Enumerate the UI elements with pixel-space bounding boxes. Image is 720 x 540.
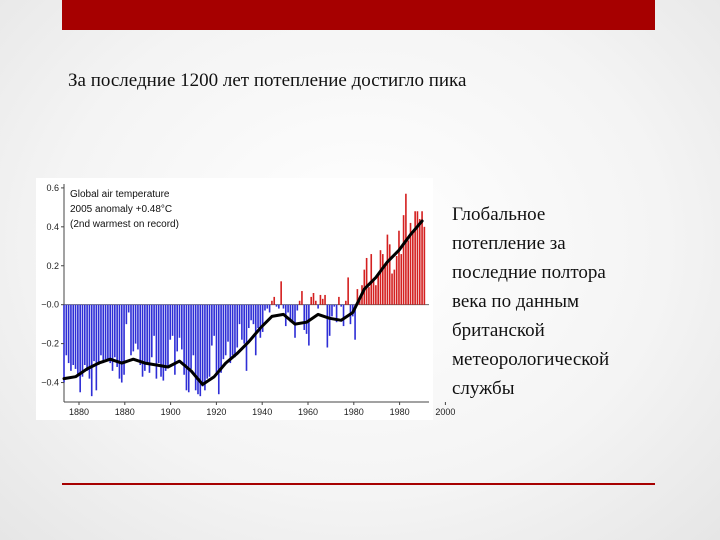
- anomaly-bar: [96, 305, 98, 391]
- anomaly-bar: [137, 305, 139, 350]
- anomaly-bar: [253, 305, 255, 324]
- anomaly-bar: [169, 305, 171, 340]
- y-tick-label: 0.2: [46, 260, 59, 271]
- anomaly-bar: [255, 305, 257, 356]
- anomaly-bar: [193, 305, 195, 356]
- anomaly-bar: [165, 305, 167, 371]
- anomaly-bar: [109, 305, 111, 363]
- anomaly-bar: [77, 305, 79, 375]
- anomaly-bar: [227, 305, 229, 342]
- anomaly-bar: [130, 305, 132, 356]
- anomaly-bar: [287, 305, 289, 313]
- anomaly-bar: [190, 305, 192, 369]
- x-tick-label: 2000: [435, 407, 456, 417]
- anomaly-bar: [292, 305, 294, 323]
- anomaly-bar: [114, 305, 116, 358]
- anomaly-bar: [181, 305, 183, 350]
- anomaly-bar: [421, 211, 423, 304]
- anomaly-bar: [380, 250, 382, 305]
- temperature-chart: [36, 178, 456, 420]
- legend-line-1: Global air temperature: [70, 189, 170, 200]
- anomaly-bar: [424, 227, 426, 305]
- anomaly-bar: [313, 293, 315, 305]
- anomaly-bar: [151, 305, 153, 358]
- anomaly-bar: [384, 266, 386, 305]
- anomaly-bar: [66, 305, 68, 356]
- anomaly-bar: [343, 305, 345, 326]
- anomaly-bar: [105, 305, 107, 360]
- anomaly-bar: [220, 305, 222, 373]
- anomaly-bar: [269, 305, 271, 313]
- top-accent-bar: [62, 0, 655, 30]
- anomaly-bar: [322, 299, 324, 305]
- anomaly-bar: [126, 305, 128, 324]
- anomaly-bar: [139, 305, 141, 365]
- anomaly-bar: [320, 295, 322, 305]
- anomaly-bar: [303, 305, 305, 330]
- anomaly-bar: [324, 295, 326, 305]
- chart-svg: [36, 178, 456, 420]
- anomaly-bar: [315, 301, 317, 305]
- y-tick-label: −0.2: [41, 338, 59, 349]
- x-tick-label: 1960: [297, 407, 319, 417]
- anomaly-bar: [202, 305, 204, 387]
- anomaly-bar: [179, 305, 181, 338]
- x-tick-label: 1920: [206, 407, 227, 417]
- anomaly-bar: [135, 305, 137, 344]
- anomaly-bar: [176, 305, 178, 352]
- anomaly-bar: [419, 219, 421, 305]
- anomaly-bar: [407, 240, 409, 304]
- x-tick-label: 1980: [343, 407, 364, 417]
- legend-line-3: (2nd warmest on record): [70, 219, 179, 230]
- anomaly-bar: [132, 305, 134, 352]
- anomaly-bar: [396, 256, 398, 305]
- anomaly-bar: [123, 305, 125, 375]
- anomaly-bar: [91, 305, 93, 396]
- anomaly-bar: [276, 305, 278, 307]
- anomaly-bar: [394, 270, 396, 305]
- anomaly-bar: [230, 305, 232, 363]
- anomaly-bar: [340, 305, 342, 307]
- anomaly-bar: [306, 305, 308, 334]
- anomaly-bar: [225, 305, 227, 356]
- anomaly-bar: [310, 297, 312, 305]
- anomaly-bar: [366, 258, 368, 305]
- anomaly-bar: [153, 305, 155, 336]
- y-tick-label: −0.0: [41, 299, 59, 310]
- anomaly-bar: [232, 305, 234, 356]
- anomaly-bar: [338, 297, 340, 305]
- anomaly-bar: [271, 301, 273, 305]
- anomaly-bar: [257, 305, 259, 328]
- anomaly-bar: [241, 305, 243, 340]
- anomaly-bar: [370, 254, 372, 305]
- anomaly-bar: [250, 305, 252, 321]
- y-tick-label: 0.6: [46, 182, 59, 193]
- anomaly-bar: [414, 211, 416, 304]
- x-ticks: [69, 402, 455, 417]
- anomaly-bar: [246, 305, 248, 371]
- anomaly-bar: [234, 305, 236, 358]
- anomaly-bar: [317, 305, 319, 309]
- anomaly-bar: [186, 305, 188, 391]
- anomaly-bar: [329, 305, 331, 336]
- anomaly-bar: [243, 305, 245, 344]
- anomaly-bar: [347, 277, 349, 304]
- anomaly-bar: [391, 274, 393, 305]
- anomaly-bar: [206, 305, 208, 379]
- anomaly-bar: [211, 305, 213, 346]
- anomaly-bar: [412, 233, 414, 305]
- anomaly-bar: [93, 305, 95, 361]
- anomaly-bar: [260, 305, 262, 338]
- anomaly-bar: [331, 305, 333, 317]
- anomaly-bar: [163, 305, 165, 381]
- anomaly-bar: [368, 287, 370, 305]
- anomaly-bar: [278, 305, 280, 309]
- anomaly-bar: [405, 194, 407, 305]
- x-tick-label: 1880: [114, 407, 135, 417]
- anomaly-bar: [373, 279, 375, 304]
- anomaly-bar: [400, 254, 402, 305]
- anomaly-bar: [79, 305, 81, 393]
- anomaly-bar: [100, 305, 102, 356]
- anomaly-bar: [209, 305, 211, 377]
- anomaly-bar: [98, 305, 100, 365]
- anomaly-bar: [218, 305, 220, 395]
- anomaly-bar: [70, 305, 72, 371]
- anomaly-bar: [377, 274, 379, 305]
- y-tick-label: −0.4: [41, 377, 59, 388]
- anomaly-bar: [223, 305, 225, 360]
- anomaly-bar: [375, 285, 377, 304]
- anomaly-bar: [301, 291, 303, 305]
- anomaly-bar: [239, 305, 241, 324]
- y-ticks: [41, 183, 64, 388]
- anomaly-bar: [75, 305, 77, 369]
- anomaly-bar: [308, 305, 310, 346]
- anomaly-bar: [213, 305, 215, 336]
- x-tick-label: 1900: [160, 407, 181, 417]
- y-tick-label: 0.4: [46, 221, 59, 232]
- anomaly-bar: [121, 305, 123, 383]
- anomaly-bar: [142, 305, 144, 377]
- anomaly-bar: [299, 301, 301, 305]
- anomaly-bar: [128, 305, 130, 313]
- anomaly-bar: [387, 235, 389, 305]
- anomaly-bar: [146, 305, 148, 363]
- legend-line-2: 2005 anomaly +0.48°C: [70, 204, 173, 215]
- anomaly-bar: [264, 305, 266, 311]
- anomaly-bar: [294, 305, 296, 338]
- anomaly-bar: [107, 305, 109, 361]
- anomaly-bar: [156, 305, 158, 379]
- anomaly-bar: [102, 305, 104, 363]
- anomaly-bar: [172, 305, 174, 336]
- x-tick-label: 1880: [68, 407, 90, 417]
- anomaly-bar: [116, 305, 118, 367]
- anomaly-bar: [403, 215, 405, 305]
- bottom-accent-line: [62, 483, 655, 485]
- anomaly-bar: [248, 305, 250, 328]
- x-tick-label: 1980: [389, 407, 410, 417]
- anomaly-bar: [333, 305, 335, 307]
- anomaly-bar: [327, 305, 329, 348]
- slide-caption: Глобальное потепление за последние полтора века по данным британской метеорологической службы: [452, 204, 610, 399]
- anomaly-bar: [188, 305, 190, 393]
- anomaly-bar: [167, 305, 169, 367]
- anomaly-bar: [72, 305, 74, 365]
- anomaly-bar: [280, 281, 282, 304]
- anomaly-bar: [82, 305, 84, 377]
- anomaly-bar: [389, 244, 391, 304]
- anomaly-bar: [283, 305, 285, 309]
- anomaly-bar: [84, 305, 86, 365]
- anomaly-bar: [158, 305, 160, 363]
- anomaly-bar: [86, 305, 88, 371]
- anomaly-bar: [266, 305, 268, 309]
- x-tick-label: 1940: [252, 407, 273, 417]
- anomaly-bar: [119, 305, 121, 379]
- anomaly-bar: [68, 305, 70, 363]
- anomaly-bar: [236, 305, 238, 348]
- anomaly-bar: [382, 254, 384, 305]
- anomaly-bar: [345, 301, 347, 305]
- slide-title: За последние 1200 лет потепление достигло пика: [68, 70, 467, 91]
- anomaly-bar: [297, 305, 299, 311]
- anomaly-bar: [398, 231, 400, 305]
- anomaly-bar: [273, 297, 275, 305]
- anomaly-bar: [144, 305, 146, 371]
- anomaly-bar: [204, 305, 206, 391]
- anomaly-bar: [216, 305, 218, 375]
